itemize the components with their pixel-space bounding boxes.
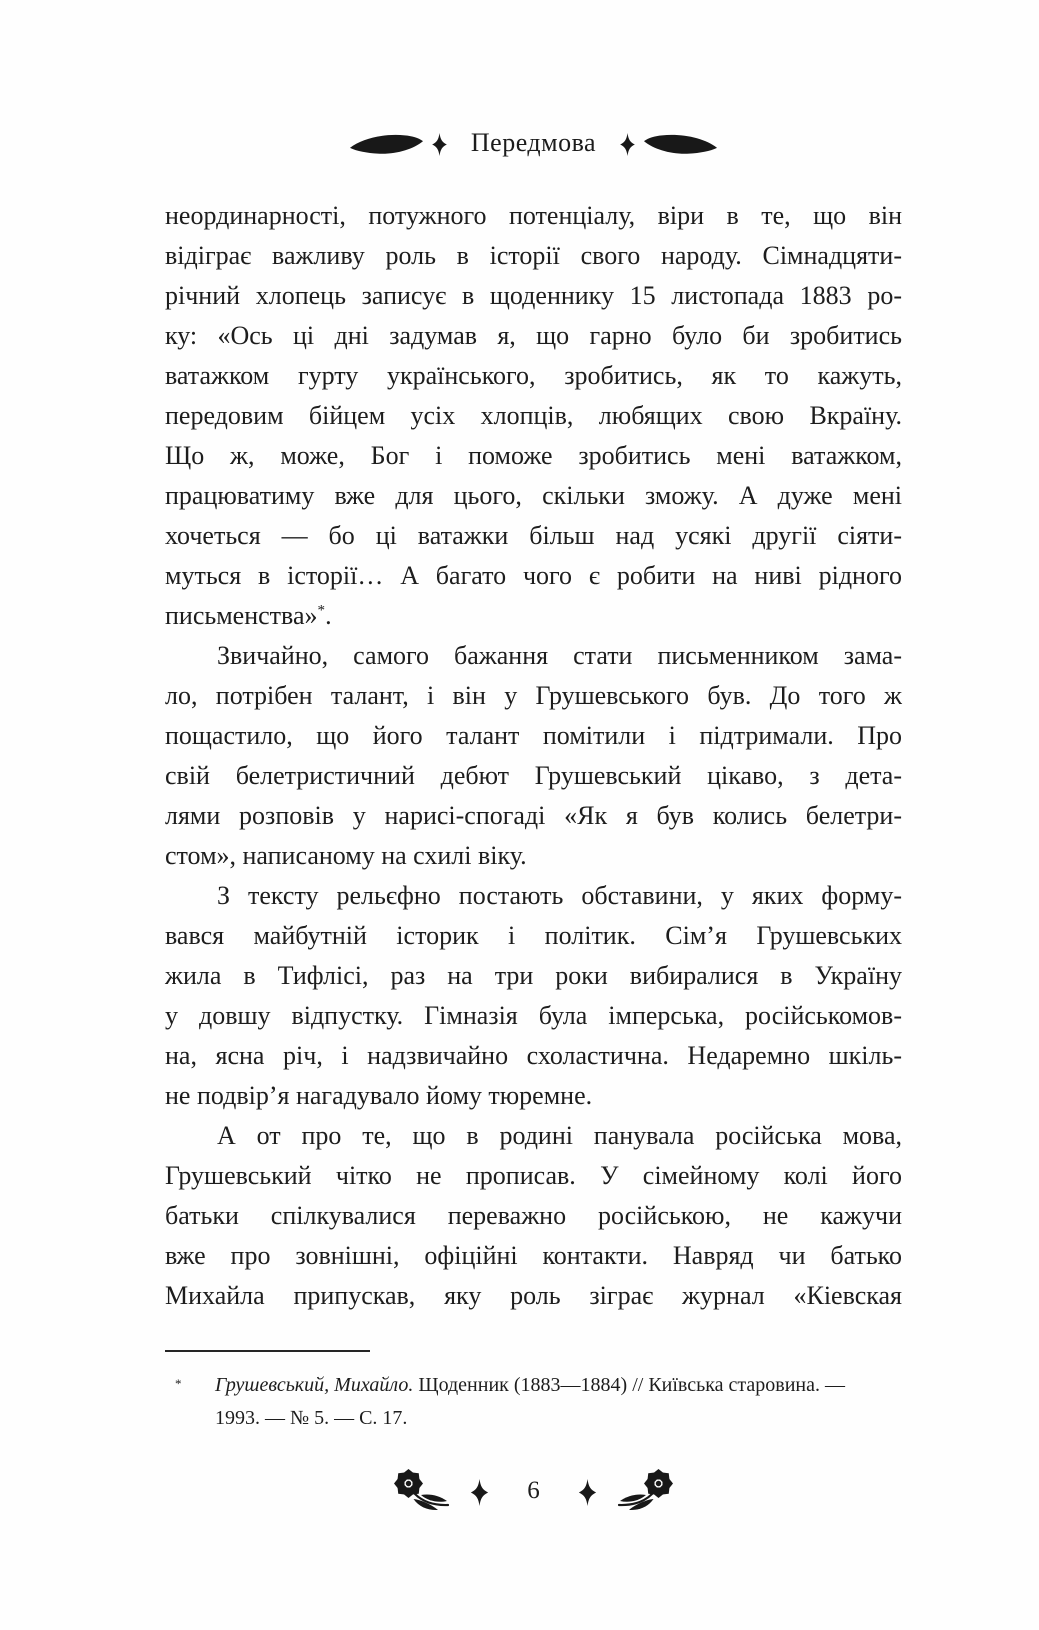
paragraph [165,196,902,636]
text-line: З тексту рельєфно постають обставини, у яких форму- [217,881,902,910]
text-line: жила в Тифлісі, раз на три роки вибиралися в Україну [165,961,902,990]
text-line: ку: «Ось ці дні задумав я, що гарно було би зробитись [165,321,902,350]
chapter-header [165,120,902,162]
four-pointed-star-icon [619,133,636,156]
footnote-marker: * [175,1376,182,1391]
text-line: Що ж, може, Бог і поможе зробитись мені ватажком, [165,441,902,470]
flower-ornament-icon [392,1468,458,1514]
text-line: передовим бійцем усіх хлопців, любящих свою Вкраїну. [165,401,902,430]
four-pointed-star-icon [578,1479,597,1506]
flower-ornament-icon [609,1468,675,1514]
page-number: 6 [527,1477,540,1504]
page-footer [165,1468,902,1514]
footnote [165,1350,902,1435]
text-line: А от про те, що в родині панувала російська мова, [217,1121,902,1150]
text-line: батьки спілкувалися переважно російською, не кажучи [165,1201,902,1230]
text-line: неординарності, потужного потенціалу, віри в те, що він [165,201,902,230]
text-line: не подвір’я нагадувало йому тюремне. [165,1081,593,1110]
footnote-text [165,1369,902,1435]
text-line: вже про зовнішні, офіційні контакти. Навряд чи батько [165,1241,902,1270]
paragraph [165,876,902,1116]
paragraph [165,636,902,876]
text-line: ло, потрібен талант, і він у Грушевського був. До того ж [165,681,902,710]
text-line: працюватиму вже для цього, скільки зможу. А дуже мені [165,481,902,510]
text-line: муться в історії… А багато чого є робити на ниві рідного [165,561,902,590]
body-text [165,196,902,1316]
text-line: відіграє важливу роль в історії свого народу. Сімнадцяти- [165,241,902,270]
text-line: Звичайно, самого бажання стати письменником зама- [217,641,902,670]
page-title: Передмова [470,128,597,157]
leaf-ornament-icon [643,131,718,157]
text-line: річний хлопець записує в щоденнику 15 листопада 1883 ро- [165,281,902,310]
text-line: вався майбутній історик і політик. Сім’я Грушевських [165,921,902,950]
text-line: Грушевський чітко не прописав. У сімейному колі його [165,1161,902,1190]
text-line: на, ясна річ, і надзвичайно схоластична. Недаремно шкіль- [165,1041,902,1070]
footnote-divider [165,1350,370,1352]
text-line: хочеться — бо ці ватажки більш над усякі другії сіяти- [165,521,902,550]
four-pointed-star-icon [431,133,448,156]
leaf-ornament-icon [349,131,424,157]
text-line: у довшу відпустку. Гімназія була імперська, російськомов- [165,1001,902,1030]
footnote-author: Грушевський, Михайло. [215,1374,414,1396]
text-line: Михайла припускав, яку роль зіграє журнал «Кіевская [165,1281,902,1310]
text-line: ватажком гурту українського, зробитись, як то кажуть, [165,361,902,390]
text-line: стом», написаному на схилі віку. [165,841,527,870]
text-line: лями розповів у нарисі-спогаді «Як я був колись белетри- [165,801,902,830]
paragraph [165,1116,902,1316]
footnote-ref-marker: * [317,602,326,619]
four-pointed-star-icon [470,1479,489,1506]
footnote-line: 1993. — № 5. — С. 17. [215,1407,408,1429]
text-line: пощастило, що його талант помітили і підтримали. Про [165,721,902,750]
footnote-line [215,1369,902,1402]
text-line: свій белетристичний дебют Грушевський цікаво, з дета- [165,761,902,790]
text-line: письменства»*. [165,601,332,630]
footnote-reference: Щоденник (1883—1884) // Київська старовина. — [413,1374,845,1396]
